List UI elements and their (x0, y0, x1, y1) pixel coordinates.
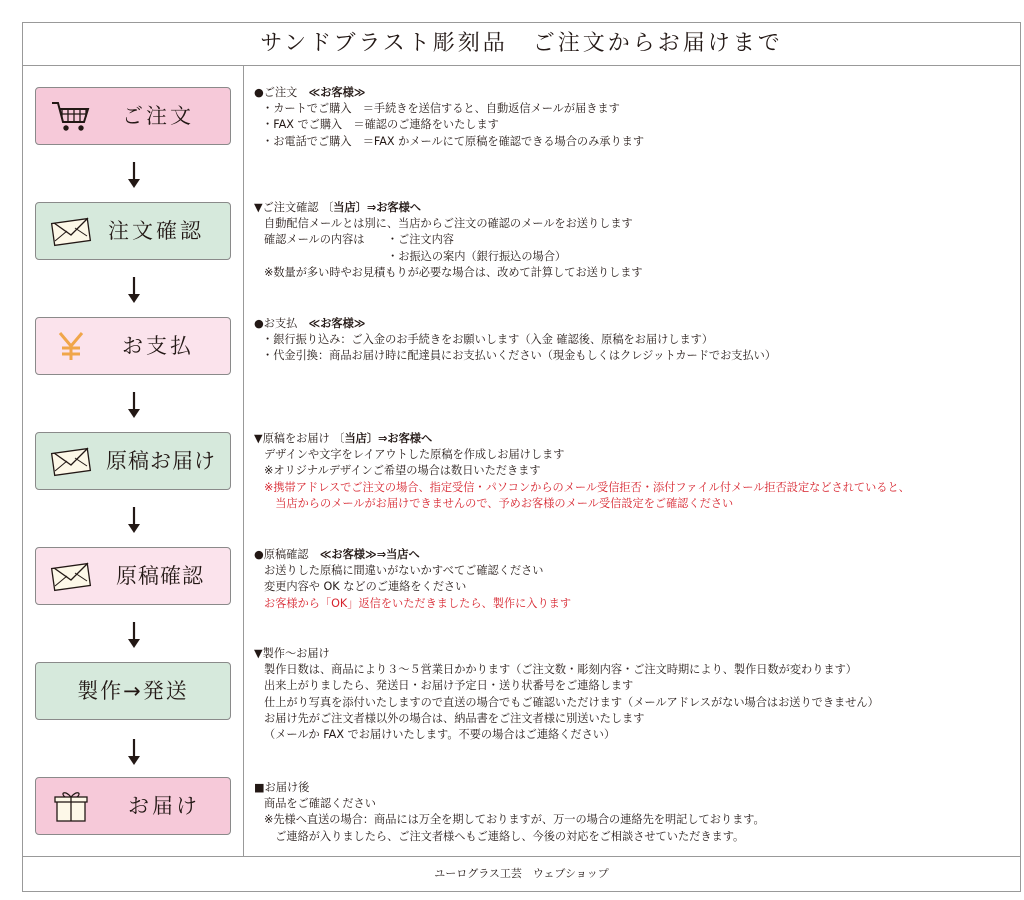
arrow-down-icon (124, 160, 144, 190)
text-line: お送りした原稿に間違いがないかすべてご確認ください (264, 564, 544, 578)
section-production-shipping (254, 646, 879, 743)
envelope-icon (48, 214, 94, 248)
text-line: お届け先がご注文者様以外の場合は、納品書をご注文者様に別送いたします (264, 711, 645, 725)
text-line: 出来上がりましたら、発送日・お届け予定日・送り状番号をご連絡します (264, 679, 634, 693)
text-line: （メールか FAX でお届けいたします。不要の場合はご連絡ください） (264, 727, 616, 741)
step-draft-check (35, 547, 231, 605)
section-heading: ▼原稿をお届け 〔当店〕⇒お客様へ (254, 432, 433, 445)
arrow-down-icon (124, 737, 144, 767)
envelope-icon (48, 559, 94, 593)
text-line: ※先様へ直送の場合：商品には万全を期しておりますが、万一の場合の連絡先を明記しております。 (264, 813, 765, 827)
step-label: お届け (128, 794, 200, 818)
section-heading: ■お届け後 (254, 781, 310, 794)
section-heading: ●原稿確認 ≪お客様≫⇒当店へ (254, 548, 420, 561)
section-draft-check (254, 547, 571, 612)
text-line: ・FAX でご購入 ＝確認のご連絡をいたします (262, 118, 499, 132)
section-after-delivery (254, 780, 765, 845)
warning-line: お客様から「OK」返信をいただきましたら、製作に入ります (264, 596, 572, 610)
section-draft-delivery (254, 431, 910, 512)
text-line: ・お電話でご購入 ＝FAX かメールにて原稿を確認できる場合のみ承ります (262, 134, 645, 148)
step-label: 注文確認 (108, 219, 204, 243)
step-label: 原稿確認 (116, 564, 204, 588)
text-line: ・銀行振り込み：ご入金のお手続きをお願いします（入金 確認後、原稿をお届けします） (262, 333, 714, 347)
step-label: 原稿お届け (106, 449, 216, 473)
text-line: 自動配信メールとは別に、当店からご注文の確認のメールをお送りします (264, 217, 633, 231)
arrow-down-icon (124, 620, 144, 650)
arrow-down-icon (124, 505, 144, 535)
gift-box-icon (48, 789, 94, 823)
text-line: ・お振込の案内（銀行振込の場合） (264, 249, 567, 263)
section-heading: ▼ご注文確認 〔当店〕⇒お客様へ (254, 201, 421, 214)
warning-line: 当店からのメールがお届けできませんので、予めお客様のメール受信設定をご確認ください (264, 496, 734, 510)
text-line: ・代金引換：商品お届け時に配達員にお支払いください（現金もしくはクレジットカードでお支払い） (262, 349, 777, 363)
step-draft-delivery (35, 432, 231, 490)
step-delivery (35, 777, 231, 835)
text-line: 確認メールの内容は ・ご注文内容 (264, 233, 454, 247)
page-title: サンドブラスト彫刻品 ご注文からお届けまで (22, 22, 1021, 66)
arrow-down-icon (124, 390, 144, 420)
envelope-icon (48, 444, 94, 478)
text-line: ※オリジナルデザインご希望の場合は数日いただきます (264, 464, 541, 478)
text-line: 変更内容や OK などのご連絡をください (264, 580, 467, 594)
warning-line: ※携帯アドレスでご注文の場合、指定受信・パソコンからのメール受信拒否・添付ファイル付メール拒否設定などされていると、 (264, 480, 910, 494)
section-payment (254, 316, 776, 365)
step-label: ご注文 (122, 104, 194, 128)
yen-icon (48, 329, 94, 363)
text-line: ・カートでご購入 ＝手続きを送信すると、自動返信メールが届きます (262, 102, 620, 116)
text-line: デザインや文字をレイアウトした原稿を作成しお届けします (264, 448, 565, 462)
arrow-down-icon (124, 275, 144, 305)
shopping-cart-icon (48, 99, 94, 133)
text-line: 仕上がり写真を添付いたしますので直送の場合でもご確認いただけます（メールアドレスがない場合はお送りできません） (264, 695, 879, 709)
section-heading: ▼製作～お届け (254, 647, 330, 660)
step-label: 製作→発送 (77, 679, 189, 703)
section-heading: ●お支払 ≪お客様≫ (254, 317, 366, 330)
text-line: 商品をご確認ください (264, 797, 376, 811)
step-payment (35, 317, 231, 375)
step-label: お支払 (122, 334, 194, 358)
text-line: 製作日数は、商品により３～５営業日かかります（ご注文数・彫刻内容・ご注文時期により、製作日数が変わります） (264, 663, 857, 677)
step-order (35, 87, 231, 145)
footer-shop-name: ユーログラス工芸 ウェブショップ (22, 856, 1021, 892)
section-heading: ●ご注文 ≪お客様≫ (254, 86, 366, 99)
section-order-confirmation (254, 200, 643, 281)
section-order (254, 85, 644, 150)
step-order-confirmation (35, 202, 231, 260)
text-line: ※数量が多い時やお見積もりが必要な場合は、改めて計算してお送りします (264, 265, 643, 279)
step-production-shipping (35, 662, 231, 720)
column-divider (243, 66, 244, 856)
text-line: ご連絡が入りましたら、ご注文者様へもご連絡し、今後の対応をご相談させていただきます。 (264, 829, 745, 843)
